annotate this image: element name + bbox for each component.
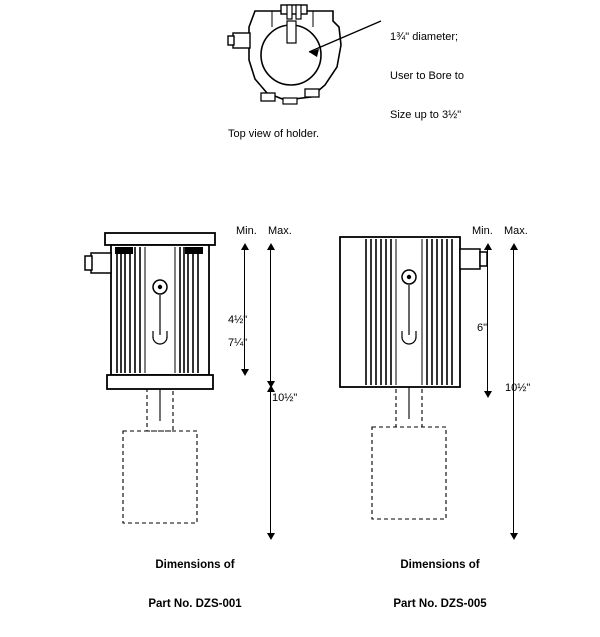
right-drawing-group — [330, 225, 530, 545]
left-caption-line-1: Dimensions of — [155, 559, 235, 571]
left-dim-3-line — [270, 385, 272, 540]
right-max-label: Max. — [504, 225, 528, 237]
right-caption-line-2: Part No. DZS-005 — [393, 598, 487, 610]
callout-line-1: 1¾" diameter; — [390, 31, 459, 43]
right-dim-1-line — [487, 243, 489, 398]
left-dim-1-value: 4½" — [228, 314, 248, 326]
right-caption — [355, 533, 525, 637]
left-caption-line-2: Part No. DZS-001 — [148, 598, 242, 610]
left-dim-3-value: 10½" — [272, 392, 298, 404]
callout-line-3: Size up to 3½" — [390, 109, 462, 121]
top-view-drawing — [225, 5, 365, 117]
left-dim-2-line — [270, 243, 272, 388]
right-min-label: Min. — [472, 225, 493, 237]
left-caption — [110, 533, 280, 637]
left-dim-1-line — [244, 243, 246, 376]
right-dim-2-value: 10½" — [505, 382, 531, 394]
left-holder-drawing — [85, 225, 285, 545]
left-dim-2-value: 7¼" — [228, 337, 248, 349]
right-dim-1-value: 6" — [477, 322, 488, 334]
top-view-group — [225, 5, 355, 115]
left-drawing-group — [85, 225, 285, 545]
left-max-label: Max. — [268, 225, 292, 237]
left-min-label: Min. — [236, 225, 257, 237]
top-view-caption: Top view of holder. — [228, 128, 320, 140]
right-caption-line-1: Dimensions of — [400, 559, 480, 571]
bore-callout — [390, 5, 565, 148]
callout-line-2: User to Bore to — [390, 70, 464, 82]
right-holder-drawing — [330, 225, 530, 545]
